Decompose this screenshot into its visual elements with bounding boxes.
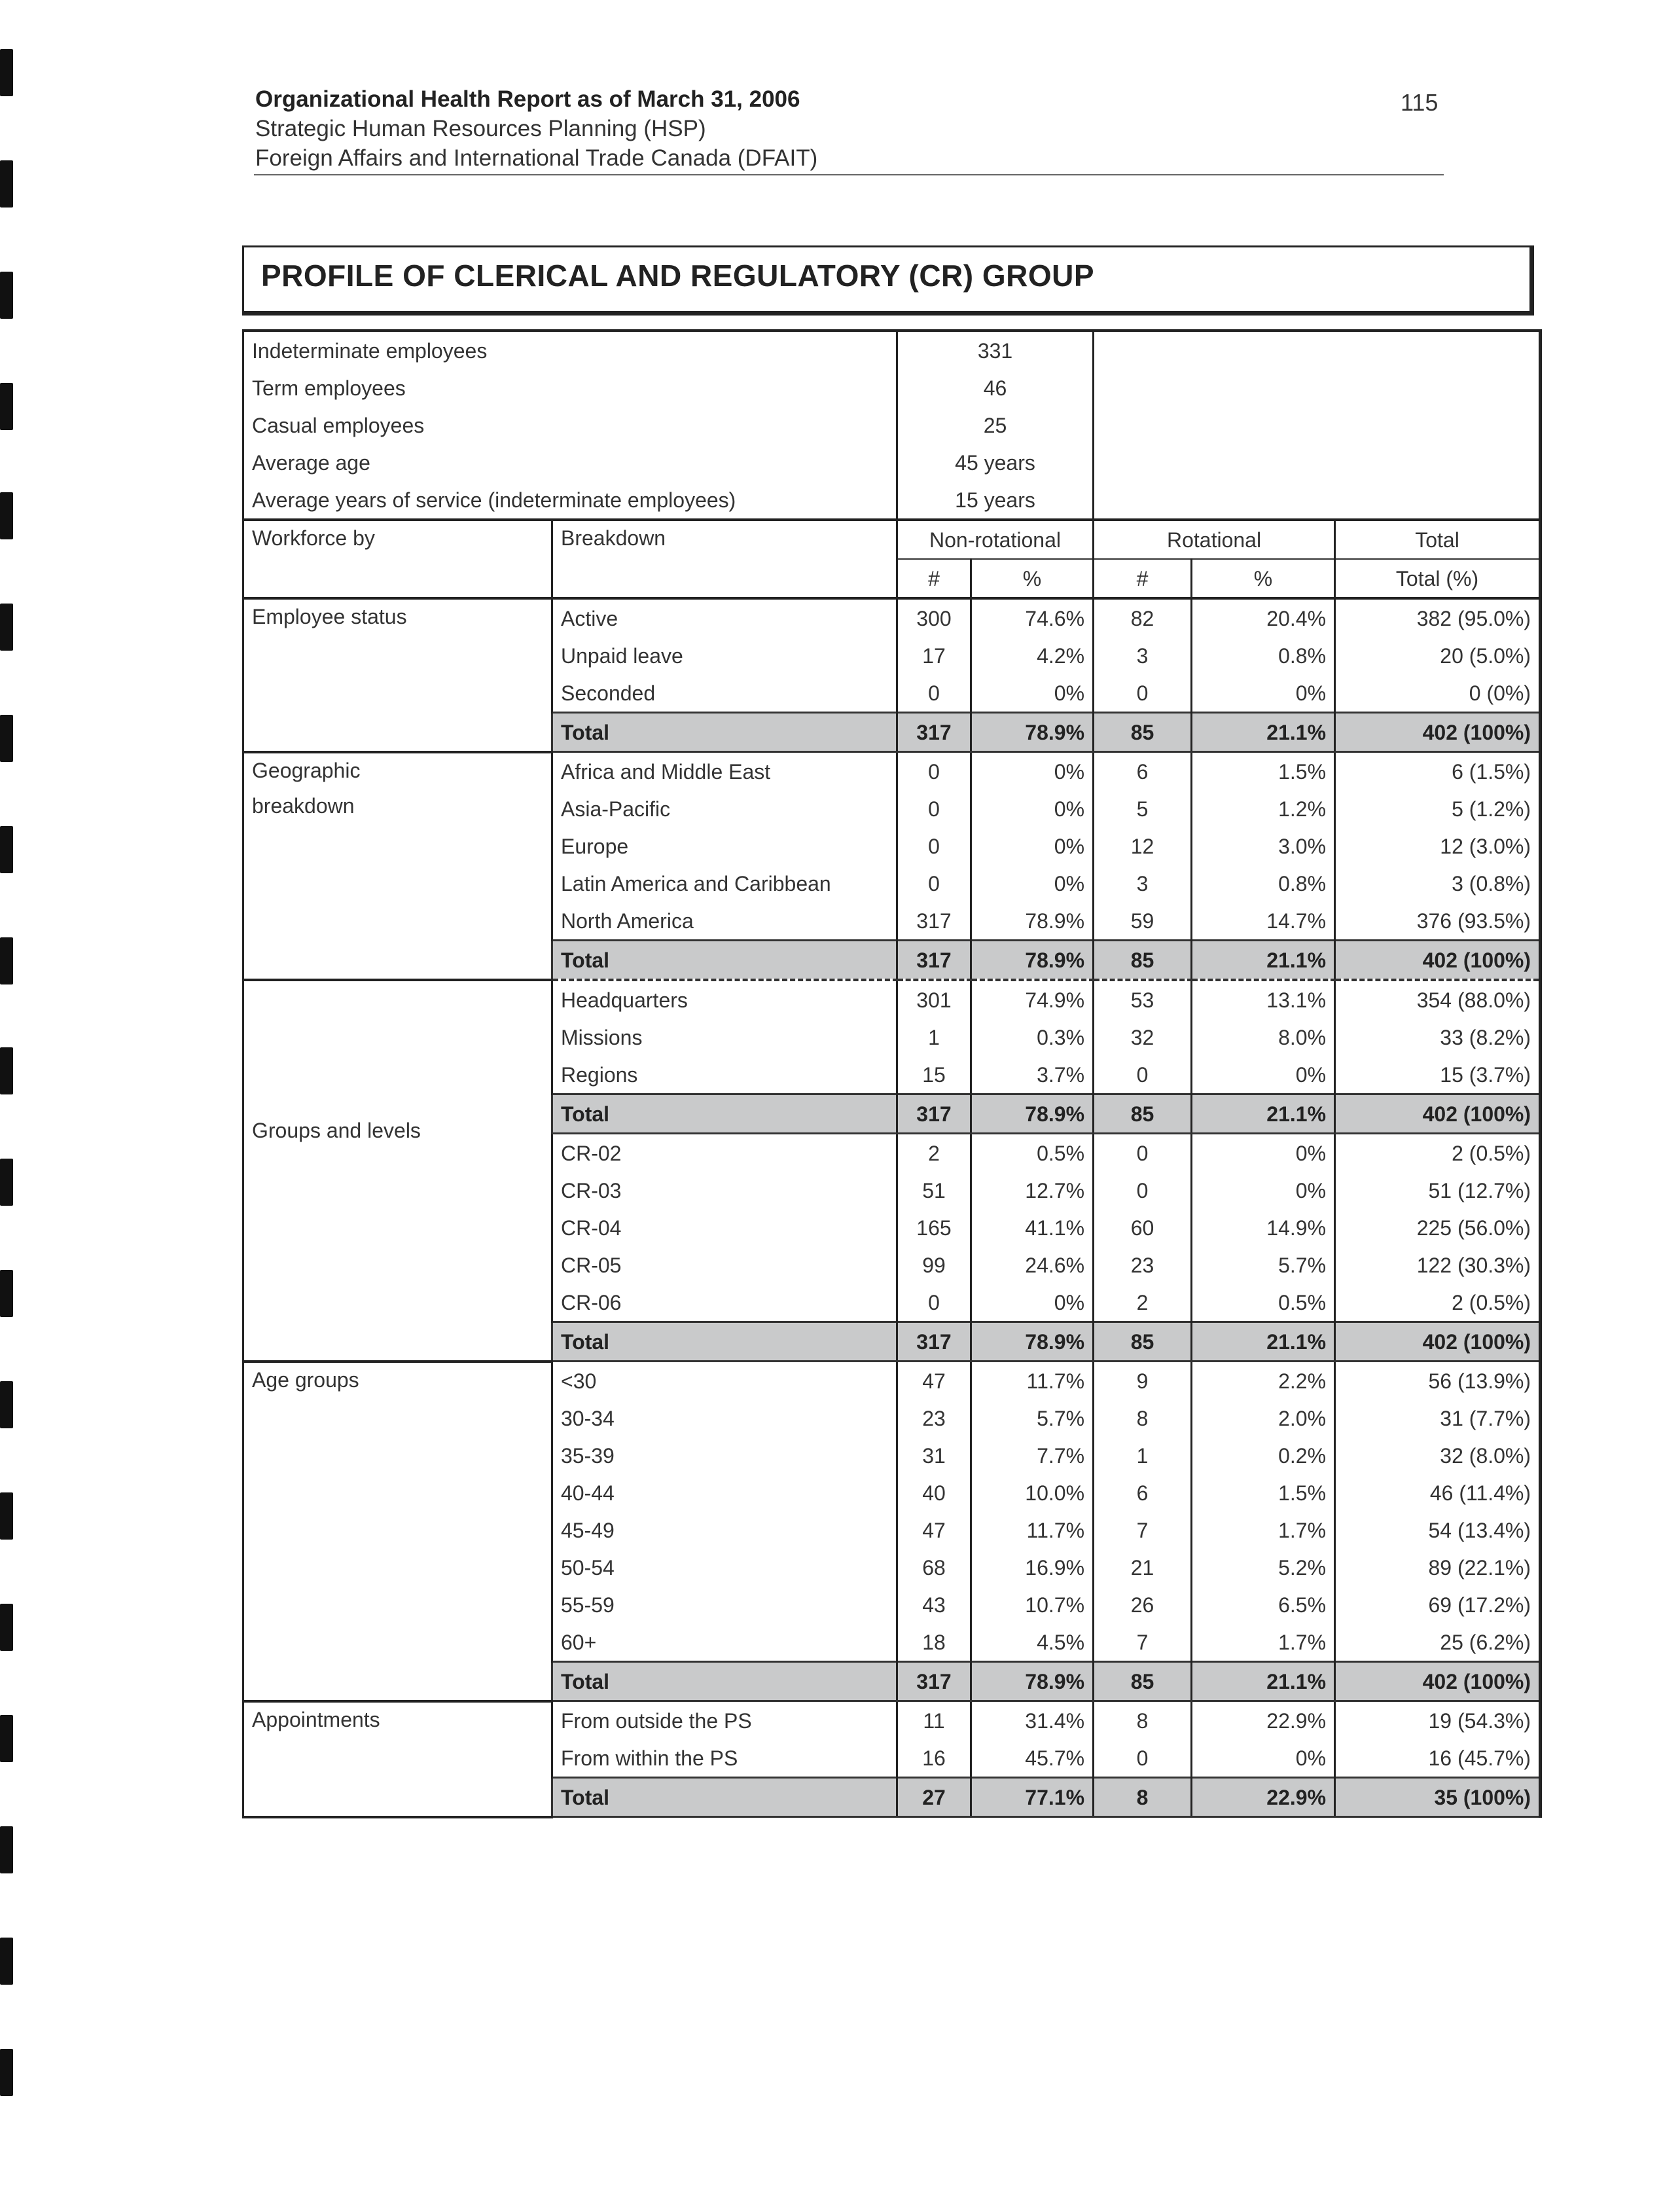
summary-value: 25 [897,406,1094,444]
report-title: Organizational Health Report as of March 31, 2006 [255,86,800,112]
nonrot-count: 0 [897,752,971,791]
rot-count: 1 [1094,1437,1192,1474]
total-rot-percent: 21.1% [1192,713,1335,752]
rot-count: 0 [1094,674,1192,713]
section-title-box [242,245,1534,316]
binding-mark [0,604,13,651]
summary-row [243,331,1541,369]
rot-percent: 0.2% [1192,1437,1335,1474]
total-value: 31 (7.7%) [1335,1399,1541,1437]
total-rot-percent: 21.1% [1192,941,1335,981]
section-title: PROFILE OF CLERICAL AND REGULATORY (CR) GROUP [261,259,1095,293]
rot-count: 0 [1094,1172,1192,1209]
binding-mark [0,1604,13,1651]
total-nonrot-percent: 77.1% [971,1778,1094,1817]
total-value: 15 (3.7%) [1335,1056,1541,1094]
rot-count: 0 [1094,1056,1192,1094]
nonrot-percent: 4.5% [971,1623,1094,1662]
total-value: 354 (88.0%) [1335,980,1541,1019]
total-rot-count: 85 [1094,1094,1192,1134]
nonrot-count: 2 [897,1134,971,1172]
rot-percent: 13.1% [1192,980,1335,1019]
nonrot-percent: 24.6% [971,1246,1094,1284]
nonrot-percent: 5.7% [971,1399,1094,1437]
table-row [243,752,1541,791]
row-label: Missions [552,1019,897,1056]
nonrot-percent: 31.4% [971,1701,1094,1740]
row-label: 40-44 [552,1474,897,1511]
summary-label: Casual employees [243,406,897,444]
rot-count: 53 [1094,980,1192,1019]
nonrot-count: 0 [897,865,971,902]
rot-percent: 20.4% [1192,598,1335,637]
rot-count: 5 [1094,790,1192,827]
total-sum: 402 (100%) [1335,1662,1541,1701]
rot-percent: 0% [1192,1739,1335,1778]
total-value: 5 (1.2%) [1335,790,1541,827]
total-sum: 402 (100%) [1335,1094,1541,1134]
rot-percent: 0.5% [1192,1284,1335,1322]
rot-percent: 1.5% [1192,1474,1335,1511]
rot-percent: 0% [1192,674,1335,713]
binding-mark [0,160,13,208]
nonrot-count: 11 [897,1701,971,1740]
nonrot-count: 18 [897,1623,971,1662]
total-rot-count: 85 [1094,1662,1192,1701]
nonrot-count: 47 [897,1362,971,1400]
col-header-nonrotational: Non-rotational [897,520,1094,559]
total-sum: 402 (100%) [1335,1322,1541,1362]
binding-mark [0,1826,13,1873]
total-value: 3 (0.8%) [1335,865,1541,902]
nonrot-percent: 0% [971,865,1094,902]
summary-value: 15 years [897,481,1094,520]
binding-mark [0,492,13,539]
rot-percent: 14.9% [1192,1209,1335,1246]
nonrot-count: 40 [897,1474,971,1511]
row-label: 30-34 [552,1399,897,1437]
row-label: 50-54 [552,1549,897,1586]
total-rot-count: 85 [1094,713,1192,752]
rot-percent: 0% [1192,1172,1335,1209]
total-nonrot-count: 27 [897,1778,971,1817]
page-number: 115 [1401,89,1439,116]
rot-percent: 5.2% [1192,1549,1335,1586]
total-value: 54 (13.4%) [1335,1511,1541,1549]
rot-count: 23 [1094,1246,1192,1284]
row-label: 60+ [552,1623,897,1662]
col-subheader-count: # [897,559,971,598]
total-nonrot-count: 317 [897,1662,971,1701]
binding-mark [0,2049,13,2096]
nonrot-percent: 78.9% [971,902,1094,941]
summary-blank [1094,331,1541,520]
total-value: 12 (3.0%) [1335,827,1541,865]
rot-percent: 1.5% [1192,752,1335,791]
total-value: 0 (0%) [1335,674,1541,713]
nonrot-percent: 4.2% [971,637,1094,674]
binding-mark [0,49,13,96]
rot-count: 6 [1094,752,1192,791]
nonrot-count: 0 [897,1284,971,1322]
col-subheader-count: # [1094,559,1192,598]
binding-mark [0,1270,13,1317]
nonrot-percent: 0.3% [971,1019,1094,1056]
rot-percent: 3.0% [1192,827,1335,865]
nonrot-percent: 16.9% [971,1549,1094,1586]
col-header-breakdown: Breakdown [552,520,897,598]
total-rot-percent: 21.1% [1192,1322,1335,1362]
col-subheader-total-percent: Total (%) [1335,559,1541,598]
nonrot-percent: 74.6% [971,598,1094,637]
rot-percent: 5.7% [1192,1246,1335,1284]
total-rot-percent: 21.1% [1192,1094,1335,1134]
column-header-row [243,520,1541,559]
nonrot-count: 99 [897,1246,971,1284]
nonrot-count: 16 [897,1739,971,1778]
rot-percent: 8.0% [1192,1019,1335,1056]
row-label: <30 [552,1362,897,1400]
nonrot-percent: 12.7% [971,1172,1094,1209]
table-row [243,980,1541,1019]
binding-mark [0,826,13,873]
row-label: CR-06 [552,1284,897,1322]
row-label: CR-05 [552,1246,897,1284]
nonrot-count: 51 [897,1172,971,1209]
rot-count: 12 [1094,827,1192,865]
binding-mark [0,383,13,430]
total-sum: 402 (100%) [1335,941,1541,981]
summary-value: 45 years [897,444,1094,481]
total-nonrot-percent: 78.9% [971,941,1094,981]
rot-percent: 0.8% [1192,865,1335,902]
rot-count: 59 [1094,902,1192,941]
section-label: Appointments [243,1701,552,1817]
section-label-line: Geographic [252,758,361,782]
summary-label: Indeterminate employees [243,331,897,369]
summary-label: Average years of service (indeterminate employees) [243,481,897,520]
nonrot-count: 0 [897,827,971,865]
rot-count: 26 [1094,1586,1192,1623]
total-value: 382 (95.0%) [1335,598,1541,637]
summary-label: Term employees [243,369,897,406]
total-nonrot-count: 317 [897,1322,971,1362]
nonrot-percent: 0.5% [971,1134,1094,1172]
binding-mark [0,1492,13,1540]
col-subheader-percent: % [1192,559,1335,598]
rot-percent: 1.2% [1192,790,1335,827]
summary-value: 331 [897,331,1094,369]
total-nonrot-percent: 78.9% [971,713,1094,752]
row-label: Europe [552,827,897,865]
total-value: 376 (93.5%) [1335,902,1541,941]
nonrot-percent: 74.9% [971,980,1094,1019]
nonrot-count: 1 [897,1019,971,1056]
section-label: Age groups [243,1362,552,1701]
row-label: Latin America and Caribbean [552,865,897,902]
total-value: 19 (54.3%) [1335,1701,1541,1740]
total-value: 33 (8.2%) [1335,1019,1541,1056]
table-row [243,598,1541,637]
total-value: 56 (13.9%) [1335,1362,1541,1400]
rot-count: 0 [1094,1134,1192,1172]
nonrot-percent: 0% [971,674,1094,713]
binding-mark [0,1938,13,1985]
total-value: 16 (45.7%) [1335,1739,1541,1778]
nonrot-count: 43 [897,1586,971,1623]
rot-percent: 22.9% [1192,1701,1335,1740]
total-value: 6 (1.5%) [1335,752,1541,791]
total-value: 122 (30.3%) [1335,1246,1541,1284]
row-label: Seconded [552,674,897,713]
nonrot-percent: 0% [971,827,1094,865]
total-nonrot-count: 317 [897,713,971,752]
nonrot-percent: 7.7% [971,1437,1094,1474]
total-rot-count: 8 [1094,1778,1192,1817]
nonrot-percent: 0% [971,752,1094,791]
rot-count: 6 [1094,1474,1192,1511]
total-value: 20 (5.0%) [1335,637,1541,674]
total-sum: 35 (100%) [1335,1778,1541,1817]
col-header-rotational: Rotational [1094,520,1335,559]
rot-count: 8 [1094,1399,1192,1437]
rot-count: 32 [1094,1019,1192,1056]
rot-count: 21 [1094,1549,1192,1586]
rot-count: 8 [1094,1701,1192,1740]
summary-value: 46 [897,369,1094,406]
nonrot-percent: 41.1% [971,1209,1094,1246]
binding-mark [0,937,13,984]
table-row [243,1362,1541,1400]
section-label: Employee status [243,598,552,752]
nonrot-percent: 0% [971,1284,1094,1322]
row-label: Unpaid leave [552,637,897,674]
nonrot-percent: 3.7% [971,1056,1094,1094]
total-nonrot-percent: 78.9% [971,1094,1094,1134]
total-label: Total [552,1778,897,1817]
nonrot-count: 301 [897,980,971,1019]
nonrot-percent: 0% [971,790,1094,827]
rot-percent: 0% [1192,1134,1335,1172]
nonrot-percent: 45.7% [971,1739,1094,1778]
rot-count: 9 [1094,1362,1192,1400]
total-label: Total [552,941,897,981]
profile-grid [242,329,1542,1818]
row-label: CR-02 [552,1134,897,1172]
total-nonrot-percent: 78.9% [971,1662,1094,1701]
nonrot-count: 23 [897,1399,971,1437]
binding-mark [0,1715,13,1762]
header-divider [254,174,1444,175]
rot-count: 7 [1094,1511,1192,1549]
nonrot-count: 31 [897,1437,971,1474]
row-label: North America [552,902,897,941]
table-row [243,1701,1541,1740]
summary-label: Average age [243,444,897,481]
total-value: 2 (0.5%) [1335,1134,1541,1172]
section-label: Groups and levels [243,980,552,1362]
row-label: Asia-Pacific [552,790,897,827]
binding-mark [0,1159,13,1206]
row-label: CR-03 [552,1172,897,1209]
nonrot-percent: 11.7% [971,1362,1094,1400]
nonrot-percent: 10.0% [971,1474,1094,1511]
row-label: Headquarters [552,980,897,1019]
total-label: Total [552,1094,897,1134]
total-label: Total [552,1662,897,1701]
report-subtitle: Strategic Human Resources Planning (HSP) [255,116,706,141]
nonrot-percent: 10.7% [971,1586,1094,1623]
rot-percent: 2.0% [1192,1399,1335,1437]
rot-percent: 1.7% [1192,1623,1335,1662]
row-label: From within the PS [552,1739,897,1778]
row-label: 45-49 [552,1511,897,1549]
rot-count: 0 [1094,1739,1192,1778]
col-subheader-percent: % [971,559,1094,598]
nonrot-percent: 11.7% [971,1511,1094,1549]
rot-percent: 1.7% [1192,1511,1335,1549]
profile-table [242,329,1539,1818]
rot-count: 60 [1094,1209,1192,1246]
nonrot-count: 47 [897,1511,971,1549]
rot-count: 3 [1094,865,1192,902]
section-label [243,752,552,981]
total-value: 2 (0.5%) [1335,1284,1541,1322]
total-rot-percent: 21.1% [1192,1662,1335,1701]
total-value: 51 (12.7%) [1335,1172,1541,1209]
rot-percent: 0.8% [1192,637,1335,674]
nonrot-count: 300 [897,598,971,637]
nonrot-count: 17 [897,637,971,674]
total-nonrot-percent: 78.9% [971,1322,1094,1362]
rot-percent: 0% [1192,1056,1335,1094]
total-rot-percent: 22.9% [1192,1778,1335,1817]
nonrot-count: 0 [897,790,971,827]
row-label: CR-04 [552,1209,897,1246]
section-label-line: breakdown [252,793,355,818]
row-label: From outside the PS [552,1701,897,1740]
total-label: Total [552,713,897,752]
binding-mark [0,1047,13,1094]
total-value: 25 (6.2%) [1335,1623,1541,1662]
nonrot-count: 15 [897,1056,971,1094]
total-sum: 402 (100%) [1335,713,1541,752]
rot-percent: 6.5% [1192,1586,1335,1623]
nonrot-count: 0 [897,674,971,713]
col-header-workforce: Workforce by [243,520,552,598]
total-rot-count: 85 [1094,941,1192,981]
total-nonrot-count: 317 [897,941,971,981]
rot-count: 2 [1094,1284,1192,1322]
total-nonrot-count: 317 [897,1094,971,1134]
report-department: Foreign Affairs and International Trade Canada (DFAIT) [255,145,818,171]
rot-count: 3 [1094,637,1192,674]
total-rot-count: 85 [1094,1322,1192,1362]
row-label: 55-59 [552,1586,897,1623]
total-value: 89 (22.1%) [1335,1549,1541,1586]
row-label: 35-39 [552,1437,897,1474]
binding-mark [0,272,13,319]
col-header-total: Total [1335,520,1541,559]
rot-percent: 14.7% [1192,902,1335,941]
nonrot-count: 317 [897,902,971,941]
rot-percent: 2.2% [1192,1362,1335,1400]
total-value: 69 (17.2%) [1335,1586,1541,1623]
rot-count: 7 [1094,1623,1192,1662]
row-label: Regions [552,1056,897,1094]
rot-count: 82 [1094,598,1192,637]
binding-mark [0,715,13,762]
total-value: 46 (11.4%) [1335,1474,1541,1511]
binding-mark [0,1381,13,1428]
total-value: 225 (56.0%) [1335,1209,1541,1246]
total-value: 32 (8.0%) [1335,1437,1541,1474]
row-label: Africa and Middle East [552,752,897,791]
nonrot-count: 165 [897,1209,971,1246]
nonrot-count: 68 [897,1549,971,1586]
total-label: Total [552,1322,897,1362]
row-label: Active [552,598,897,637]
